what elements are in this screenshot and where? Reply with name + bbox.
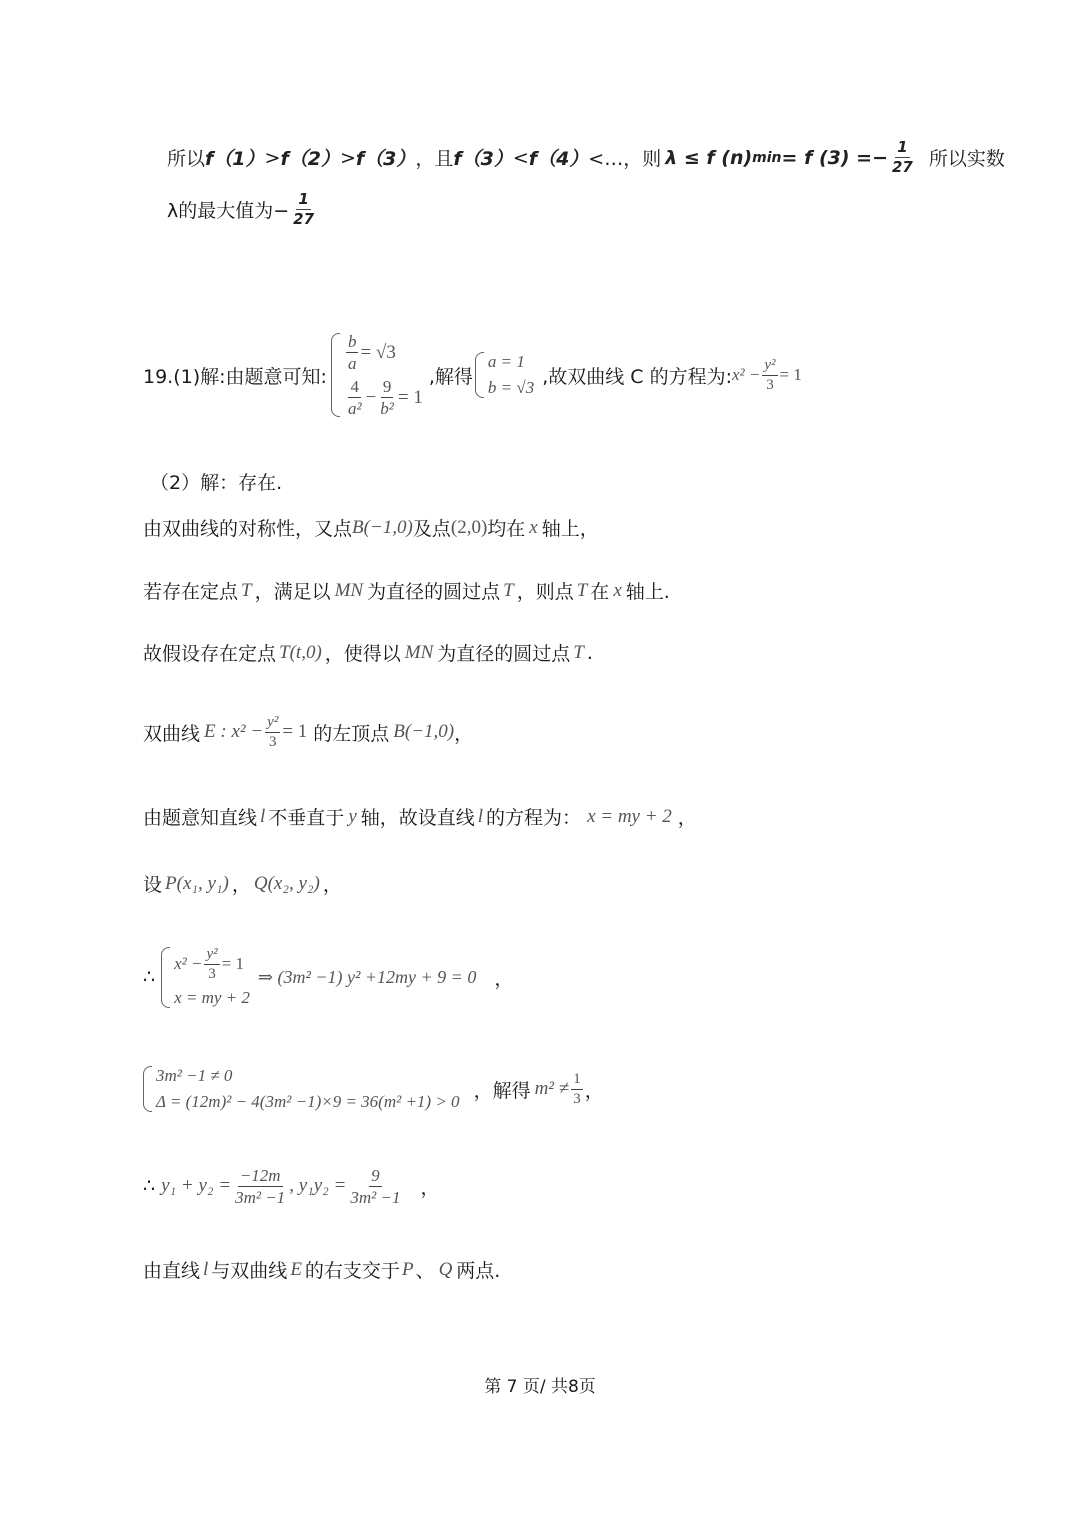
num: 1	[897, 138, 908, 156]
math: T	[576, 579, 588, 601]
text: 的右支交于	[304, 1260, 400, 1282]
text: ∴	[143, 966, 156, 988]
brace-left	[331, 333, 340, 417]
brace-left	[161, 947, 170, 1008]
math: T	[503, 579, 514, 601]
den: 3	[208, 965, 216, 982]
line-hyperbola-vertex	[143, 706, 473, 758]
math: x = my + 2	[587, 805, 672, 827]
fraction	[346, 333, 359, 372]
text: <…，则	[588, 148, 662, 170]
math: T	[241, 579, 252, 601]
math: −	[365, 386, 377, 408]
math: f（3）	[355, 148, 416, 170]
text: 故假设存在定点	[143, 643, 277, 665]
text: 由双曲线的对称性，又点	[143, 518, 353, 540]
text: 轴上，	[541, 518, 599, 540]
line-lambda-max	[167, 192, 318, 227]
math: T(t,0)	[279, 641, 322, 663]
text: ，	[584, 1079, 604, 1102]
text: ，则点	[516, 581, 574, 603]
math: MN	[334, 579, 364, 601]
den: a	[347, 354, 357, 373]
fraction	[378, 378, 396, 417]
text: 、	[415, 1260, 435, 1282]
math: = 1	[779, 365, 802, 384]
line-assume	[143, 639, 593, 666]
math: m² ≠	[534, 1078, 570, 1099]
text: <	[512, 146, 529, 169]
text: 与双曲线	[211, 1260, 288, 1282]
page-number: 第 7 页/ 共8页	[484, 1377, 596, 1397]
math: P(x₁, y₁)	[165, 872, 229, 894]
math: = 1	[221, 954, 244, 973]
line-fixed-point	[143, 577, 670, 604]
row	[174, 947, 250, 982]
fraction	[762, 358, 777, 393]
math: T	[573, 641, 584, 663]
text: >	[339, 146, 356, 169]
fraction	[890, 140, 915, 175]
math: ⇒ (3m² −1) y² +12my + 9 = 0	[257, 966, 477, 987]
math: (2,0)	[450, 516, 488, 538]
part2-title	[150, 468, 282, 495]
page-footer	[0, 1372, 1080, 1397]
text: ，	[322, 874, 342, 896]
math: Q	[438, 1258, 453, 1280]
text: 轴上.	[625, 581, 670, 603]
math: x² −	[732, 365, 761, 384]
text: 双曲线	[143, 722, 201, 745]
brace-left	[475, 352, 484, 398]
math: l	[477, 805, 484, 827]
math: f（2）	[280, 148, 340, 170]
fraction	[265, 715, 280, 750]
math: y	[348, 805, 357, 827]
math: x² −	[174, 954, 203, 973]
den: 3m² −1	[350, 1187, 401, 1207]
text: >	[264, 146, 281, 169]
math: x	[613, 579, 622, 601]
line-f-comparison	[167, 140, 1005, 175]
math: f（1）	[205, 148, 265, 170]
den: 27	[293, 210, 315, 228]
row	[344, 378, 423, 417]
line-vieta	[143, 1160, 439, 1212]
num: 1	[571, 1072, 583, 1090]
num: 9	[371, 1165, 380, 1185]
row: b = √3	[487, 378, 535, 397]
system-1	[331, 333, 423, 417]
math: P	[401, 1258, 414, 1280]
text: 所以实数	[928, 148, 1005, 170]
fraction	[204, 947, 219, 982]
text: 两点.	[456, 1260, 501, 1282]
den: a²	[347, 399, 362, 418]
q19-part1	[143, 320, 802, 430]
math: MN	[404, 641, 434, 663]
row	[344, 333, 423, 372]
den: 3m² −1	[235, 1187, 286, 1207]
text: 若存在定点	[143, 581, 239, 603]
text: 所以	[167, 148, 206, 170]
den: 27	[892, 158, 913, 176]
text: 由题意知直线	[143, 807, 258, 829]
line-points	[143, 870, 342, 897]
den: b²	[380, 399, 394, 418]
text: 的方程为：	[486, 807, 582, 829]
math: x	[529, 516, 538, 538]
math: Q(x₂, y₂)	[253, 872, 320, 894]
math: l	[203, 1258, 209, 1280]
text: 在	[590, 581, 610, 603]
math: B(−1,0)	[352, 516, 413, 538]
line-line-equation	[143, 803, 697, 830]
system-3	[143, 1066, 460, 1112]
text: ,故双曲线 C 的方程为:	[542, 365, 732, 388]
text: ，使得以	[324, 643, 401, 665]
rows	[156, 1066, 460, 1112]
math: l	[260, 805, 266, 827]
text: ，	[454, 722, 474, 745]
math: E	[290, 1258, 302, 1280]
math: E : x² −	[204, 721, 264, 742]
text: ∴	[143, 1175, 156, 1197]
text: 设	[143, 874, 163, 896]
text: ，	[494, 967, 514, 990]
num: −12m	[239, 1165, 281, 1185]
num: y²	[204, 947, 219, 965]
rows	[174, 947, 250, 1008]
math-sub: min	[752, 149, 782, 166]
fraction	[291, 192, 316, 227]
math: = f (3) =−	[781, 146, 888, 169]
row: 3m² −1 ≠ 0	[156, 1066, 233, 1085]
fraction	[348, 1167, 402, 1206]
text: .	[586, 641, 593, 664]
line-system-2	[143, 936, 513, 1018]
math: , y₁y₂ =	[289, 1175, 347, 1196]
row: a = 1	[487, 352, 525, 371]
math: = 1	[397, 386, 423, 408]
text: 为直径的圆过点	[367, 581, 501, 603]
den: 3	[766, 376, 774, 393]
text: ，满足以	[254, 581, 331, 603]
num: 4	[350, 377, 359, 396]
fraction	[233, 1167, 287, 1206]
text: 由直线	[143, 1260, 201, 1282]
math: f（4）	[528, 148, 589, 170]
rows	[488, 352, 534, 398]
rows	[344, 333, 423, 417]
num: y²	[762, 358, 777, 376]
text: ，	[677, 807, 697, 829]
math: λ ≤ f (n)	[665, 146, 753, 169]
text: λ的最大值为−	[167, 200, 290, 222]
line-symmetry	[143, 514, 599, 541]
text: （2）解：存在.	[150, 472, 283, 494]
line-intersect	[143, 1256, 500, 1283]
text: ，解得	[473, 1079, 531, 1102]
system-solution	[475, 352, 534, 398]
text: 均在	[487, 518, 526, 540]
den: 3	[268, 733, 277, 750]
text: ，	[420, 1176, 440, 1199]
math: = 1	[282, 721, 308, 742]
num: 1	[298, 190, 309, 208]
text: 轴，故设直线	[360, 807, 475, 829]
text: 不垂直于	[268, 807, 345, 829]
row: Δ = (12m)² − 4(3m² −1)×9 = 36(m² +1) > 0	[156, 1092, 460, 1111]
text: 为直径的圆过点	[437, 643, 571, 665]
math: = √3	[360, 341, 396, 363]
system-2	[161, 947, 250, 1008]
math: B(−1,0)	[393, 721, 455, 742]
text: 及点	[412, 518, 451, 540]
text: 的左顶点	[313, 722, 390, 745]
text: ，	[231, 874, 251, 896]
fraction	[571, 1072, 583, 1107]
num: b	[347, 332, 357, 351]
math: f（3）	[453, 148, 513, 170]
fraction	[346, 378, 364, 417]
math: y₁ + y₂ =	[161, 1175, 232, 1196]
line-system-3	[143, 1056, 604, 1122]
num: y²	[265, 715, 280, 733]
text: ，且	[415, 148, 454, 170]
num: 9	[382, 377, 392, 396]
text: ,解得	[428, 365, 473, 388]
text: 19.(1)解:由题意可知:	[143, 365, 327, 388]
brace-left	[143, 1066, 152, 1112]
den: 3	[573, 1090, 581, 1107]
row: x = my + 2	[174, 987, 250, 1007]
